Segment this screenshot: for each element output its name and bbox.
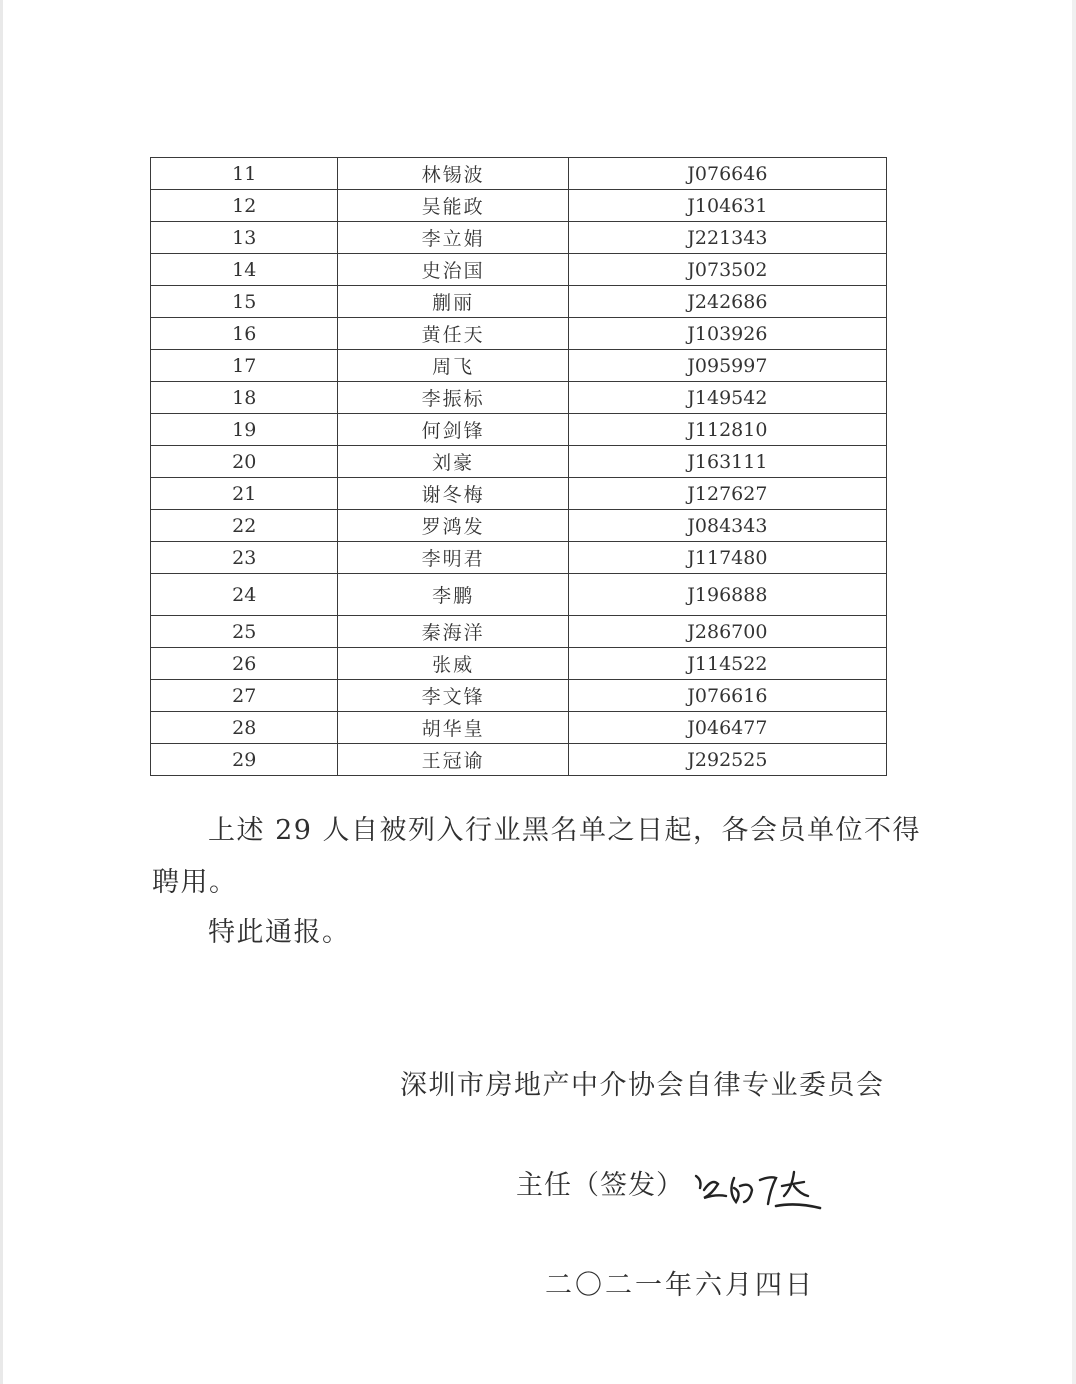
license-id: J242686 [568, 286, 886, 318]
license-id: J163111 [568, 446, 886, 478]
table-row [151, 350, 887, 382]
person-name: 王冠谕 [338, 744, 568, 776]
license-id: J076646 [568, 158, 886, 190]
table-row [151, 712, 887, 744]
license-id: J112810 [568, 414, 886, 446]
row-number: 17 [151, 350, 338, 382]
row-number: 26 [151, 648, 338, 680]
license-id: J095997 [568, 350, 886, 382]
row-number: 11 [151, 158, 338, 190]
row-number: 15 [151, 286, 338, 318]
director-label: 主任（签发） [516, 1170, 684, 1201]
license-id: J292525 [568, 744, 886, 776]
person-name: 张威 [338, 648, 568, 680]
row-number: 25 [151, 616, 338, 648]
table-row [151, 414, 887, 446]
person-name: 李振标 [338, 382, 568, 414]
row-number: 14 [151, 254, 338, 286]
issue-date: 二〇二一年六月四日 [545, 1270, 815, 1301]
license-id: J196888 [568, 574, 886, 616]
license-id: J286700 [568, 616, 886, 648]
notice-paragraph-line1: 上述 29 人自被列入行业黑名单之日起，各会员单位不得 [208, 815, 922, 846]
table-row [151, 510, 887, 542]
row-number: 21 [151, 478, 338, 510]
table-row [151, 680, 887, 712]
license-id: J221343 [568, 222, 886, 254]
person-name: 林锡波 [338, 158, 568, 190]
row-number: 13 [151, 222, 338, 254]
table-row [151, 190, 887, 222]
license-id: J104631 [568, 190, 886, 222]
license-id: J103926 [568, 318, 886, 350]
row-number: 19 [151, 414, 338, 446]
person-name: 史治国 [338, 254, 568, 286]
table-row [151, 446, 887, 478]
person-name: 李明君 [338, 542, 568, 574]
license-id: J127627 [568, 478, 886, 510]
person-name: 胡华皇 [338, 712, 568, 744]
row-number: 12 [151, 190, 338, 222]
person-name: 谢冬梅 [338, 478, 568, 510]
person-name: 黄任天 [338, 318, 568, 350]
row-number: 29 [151, 744, 338, 776]
person-name: 蒯丽 [338, 286, 568, 318]
table-row [151, 648, 887, 680]
license-id: J046477 [568, 712, 886, 744]
table-row [151, 222, 887, 254]
person-name: 罗鸿发 [338, 510, 568, 542]
person-name: 李立娟 [338, 222, 568, 254]
table-row [151, 254, 887, 286]
person-name: 何剑锋 [338, 414, 568, 446]
license-id: J117480 [568, 542, 886, 574]
person-name: 周飞 [338, 350, 568, 382]
person-name: 吴能政 [338, 190, 568, 222]
row-number: 18 [151, 382, 338, 414]
table-row [151, 574, 887, 616]
row-number: 24 [151, 574, 338, 616]
issuing-organization: 深圳市房地产中介协会自律专业委员会 [400, 1070, 885, 1101]
license-id: J149542 [568, 382, 886, 414]
table-row [151, 744, 887, 776]
license-id: J076616 [568, 680, 886, 712]
row-number: 23 [151, 542, 338, 574]
license-id: J073502 [568, 254, 886, 286]
row-number: 27 [151, 680, 338, 712]
person-name: 秦海洋 [338, 616, 568, 648]
person-name: 李鹏 [338, 574, 568, 616]
table-row [151, 158, 887, 190]
scan-edge-left [0, 0, 3, 1384]
row-number: 16 [151, 318, 338, 350]
handwritten-signature [690, 1160, 830, 1220]
table-row [151, 286, 887, 318]
person-name: 李文锋 [338, 680, 568, 712]
blacklist-table [150, 157, 887, 776]
row-number: 28 [151, 712, 338, 744]
license-id: J114522 [568, 648, 886, 680]
table-row [151, 382, 887, 414]
row-number: 22 [151, 510, 338, 542]
row-number: 20 [151, 446, 338, 478]
notice-paragraph-line2: 聘用。 [152, 867, 238, 898]
table-row [151, 616, 887, 648]
person-name: 刘豪 [338, 446, 568, 478]
table-row [151, 478, 887, 510]
table-row [151, 542, 887, 574]
notice-closing: 特此通报。 [208, 917, 351, 948]
table-row [151, 318, 887, 350]
scan-edge-right [1072, 0, 1076, 1384]
license-id: J084343 [568, 510, 886, 542]
